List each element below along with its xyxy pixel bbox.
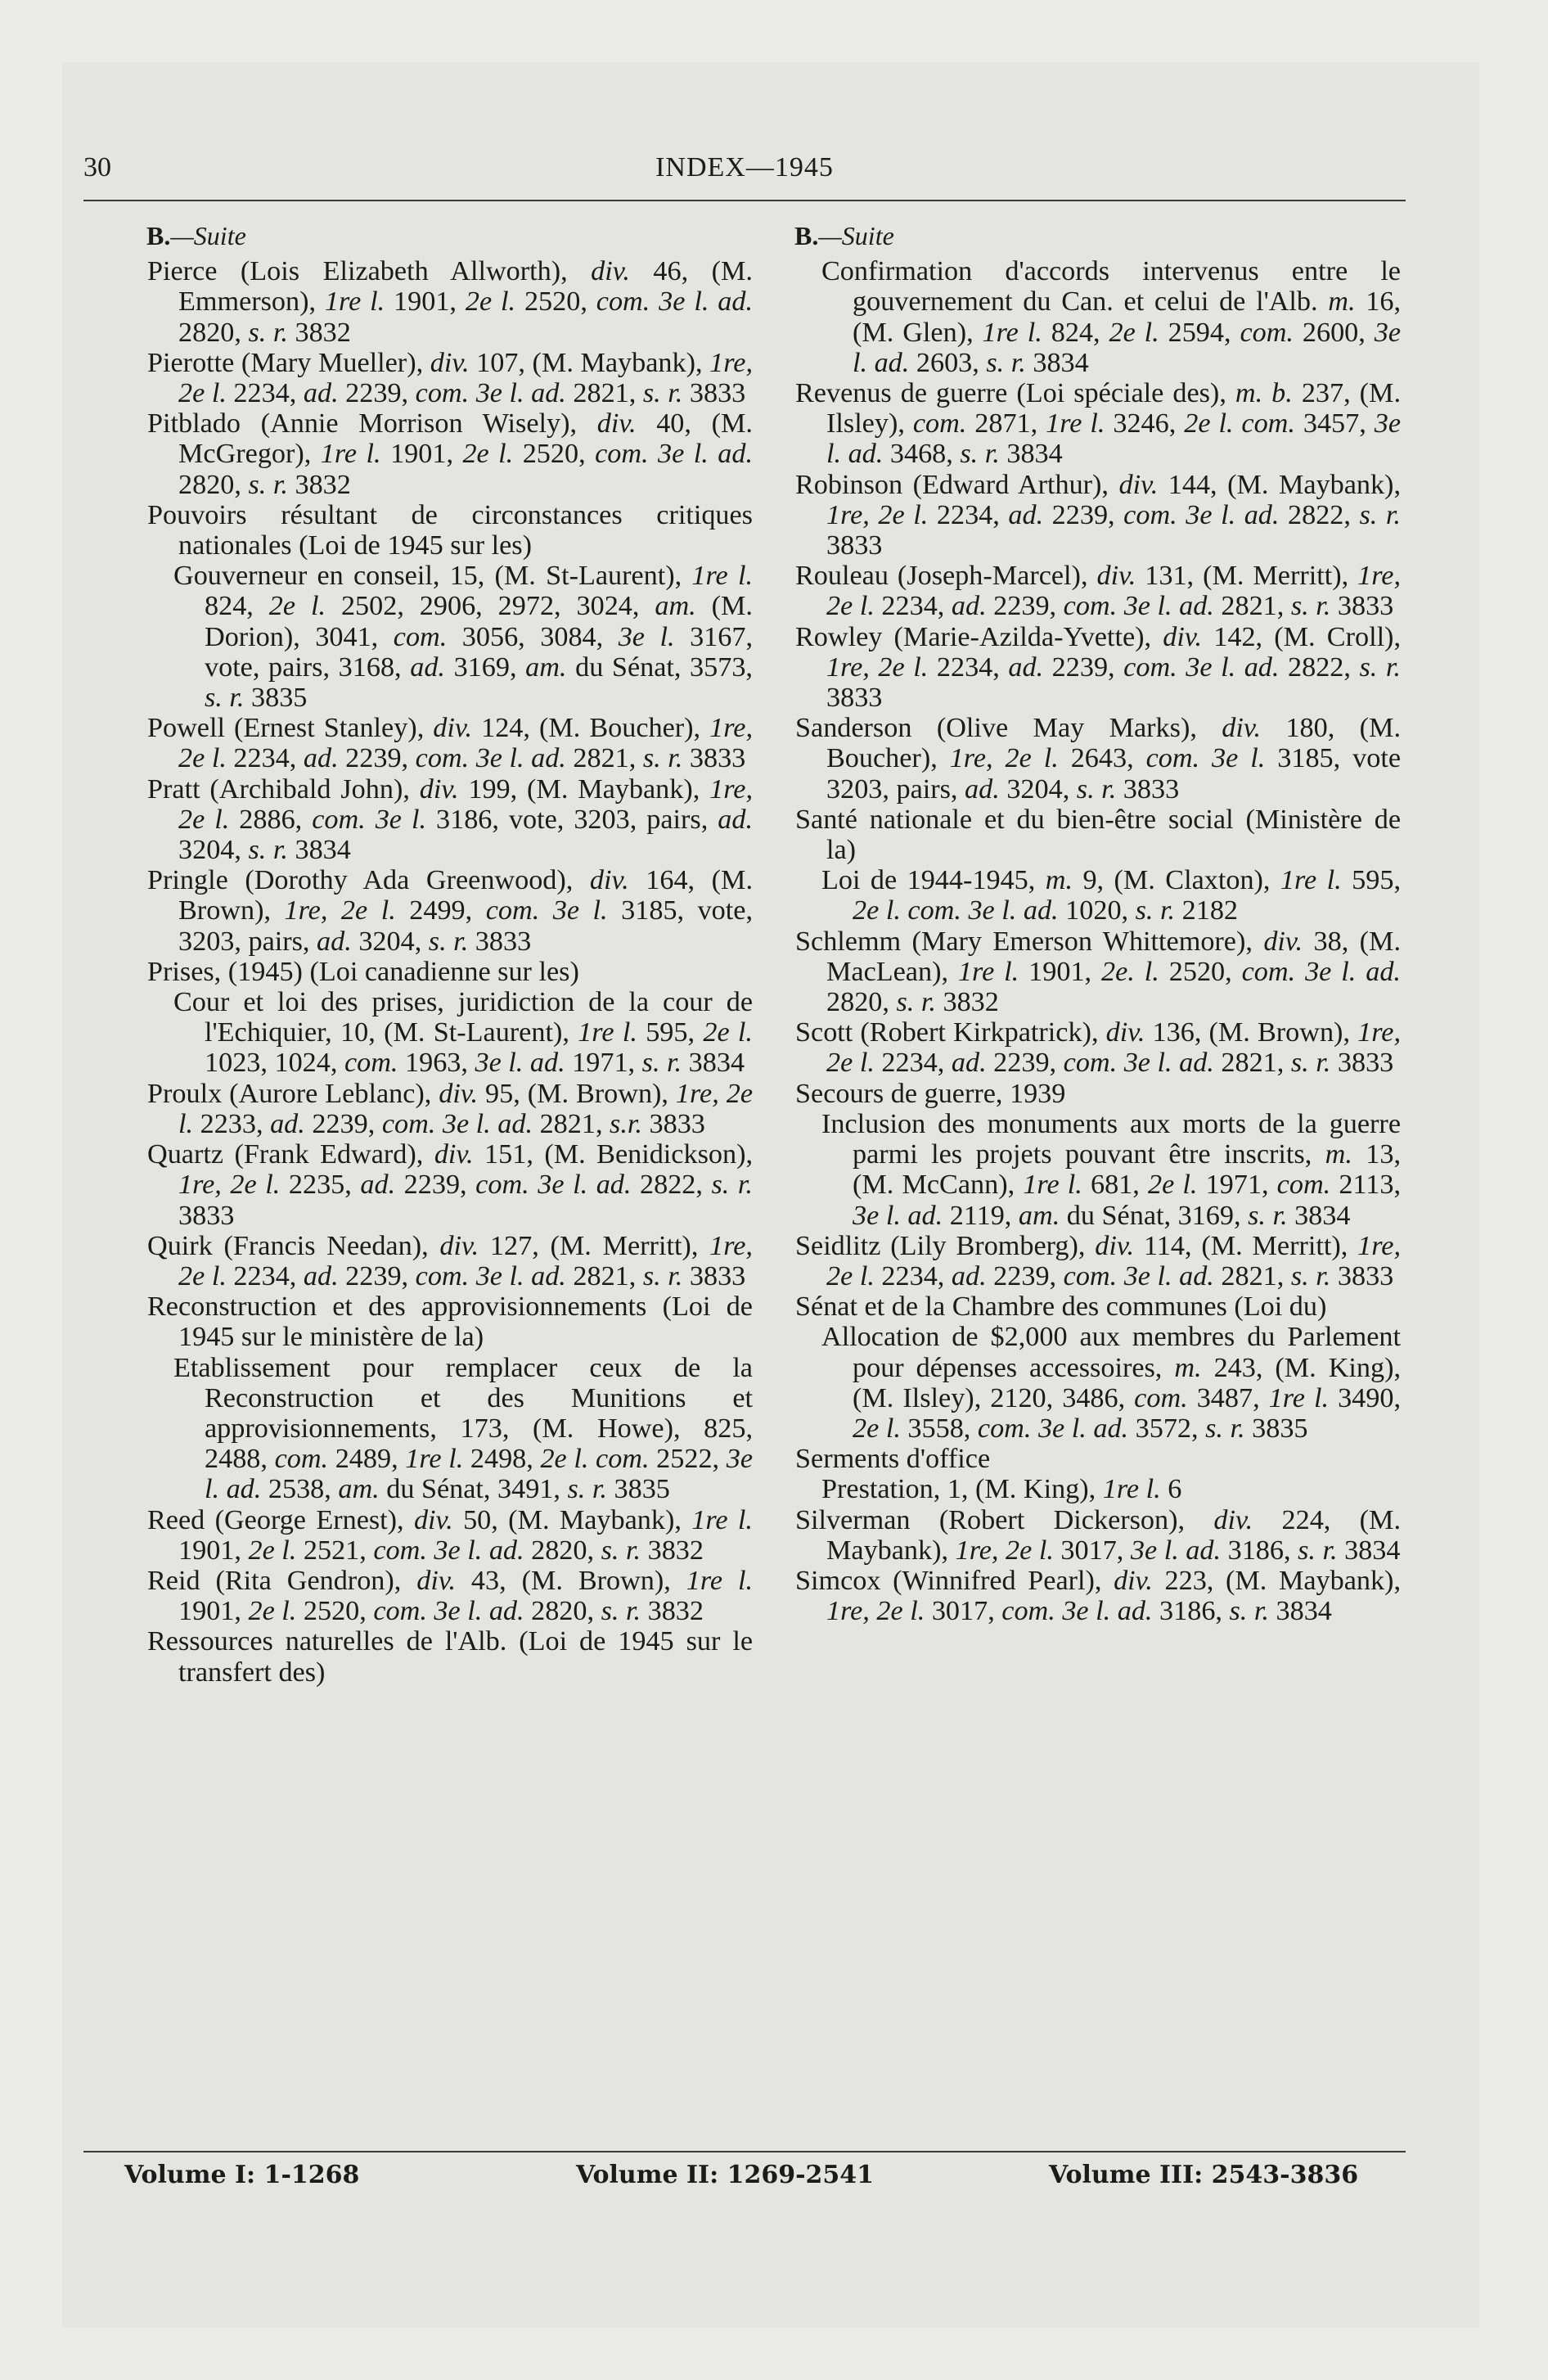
index-entry: Powell (Ernest Stanley), div. 124, (M. Boucher), 1re, 2e l. 2234, ad. 2239, com. 3e l. ad. 2821, s. r. 3833 [147, 713, 753, 774]
index-entry: Ressources naturelles de l'Alb. (Loi de 1945 sur le transfert des) [147, 1626, 753, 1688]
heading-letter: B. [794, 221, 819, 250]
index-entry: Santé nationale et du bien-être social (Ministère de la) [795, 804, 1401, 866]
index-subentry: Inclusion des monuments aux morts de la guerre parmi les projets pouvant être inscrits, m. 13, (M. McCann), 1re l. 681, 2e l. 1971, com. 2113, 3e l. ad. 2119, am. du Sénat, 3169, s. r. 3834 [821, 1108, 1401, 1231]
index-entry: Reconstruction et des approvisionnements (Loi de 1945 sur le ministère de la) [147, 1291, 753, 1353]
running-title: INDEX—1945 [655, 152, 834, 183]
heading-letter: B. [146, 221, 171, 250]
page-number: 30 [83, 152, 111, 183]
index-entry: Serments d'office [795, 1444, 991, 1475]
index-subentry: Prestation, 1, (M. King), 1re l. 6 [821, 1474, 1182, 1505]
index-entry: Robinson (Edward Arthur), div. 144, (M. Maybank), 1re, 2e l. 2234, ad. 2239, com. 3e l. ad. 2822, s. r. 3833 [795, 469, 1401, 561]
index-entry: Rouleau (Joseph-Marcel), div. 131, (M. Merritt), 1re, 2e l. 2234, ad. 2239, com. 3e l. ad. 2821, s. r. 3833 [795, 561, 1401, 622]
index-subentry: Etablissement pour remplacer ceux de la Reconstruction et des Munitions et approvisionnements, 173, (M. Howe), 825, 2488, com. 2489, 1re l. 2498, 2e l. com. 2522, 3e l. ad. 2538, am. du Sénat, 3491, s. r. 3835 [173, 1352, 753, 1505]
footer-rule [83, 2151, 1406, 2152]
index-entry: Sénat et de la Chambre des communes (Loi du) [795, 1291, 1327, 1323]
index-subentry: Cour et loi des prises, juridiction de la cour de l'Echiquier, 10, (M. St-Laurent), 1re l. 595, 2e l. 1023, 1024, com. 1963, 3e l. ad. 1971, s. r. 3834 [173, 987, 753, 1079]
index-entry: Reid (Rita Gendron), div. 43, (M. Brown), 1re l. 1901, 2e l. 2520, com. 3e l. ad. 2820, s. r. 3832 [147, 1565, 753, 1627]
index-entry: Reed (George Ernest), div. 50, (M. Maybank), 1re l. 1901, 2e l. 2521, com. 3e l. ad. 2820, s. r. 3832 [147, 1504, 753, 1566]
index-entry: Pouvoirs résultant de circonstances critiques nationales (Loi de 1945 sur les) [147, 499, 753, 561]
index-entry: Scott (Robert Kirkpatrick), div. 136, (M. Brown), 1re, 2e l. 2234, ad. 2239, com. 3e l. ad. 2821, s. r. 3833 [795, 1017, 1401, 1079]
index-subentry: Confirmation d'accords intervenus entre le gouvernement du Can. et celui de l'Alb. m. 16, (M. Glen), 1re l. 824, 2e l. 2594, com. 2600, 3e l. ad. 2603, s. r. 3834 [821, 256, 1402, 378]
index-entry: Pitblado (Annie Morrison Wisely), div. 40, (M. McGregor), 1re l. 1901, 2e l. 2520, com. 3e l. ad. 2820, s. r. 3832 [147, 408, 754, 500]
left-column [147, 221, 753, 1688]
index-entry: Quirk (Francis Needan), div. 127, (M. Merritt), 1re, 2e l. 2234, ad. 2239, com. 3e l. ad. 2821, s. r. 3833 [147, 1230, 753, 1291]
footer-volume-2: Volume II: 1269-2541 [576, 2161, 875, 2189]
index-entry: Silverman (Robert Dickerson), div. 224, (M. Maybank), 1re, 2e l. 3017, 3e l. ad. 3186, s. r. 3834 [795, 1504, 1401, 1566]
index-subentry: Gouverneur en conseil, 15, (M. St-Laurent), 1re l. 824, 2e l. 2502, 2906, 2972, 3024, am. (M. Dorion), 3041, com. 3056, 3084, 3e l. 3167, vote, pairs, 3168, ad. 3169, am. du Sénat, 3573, s. r. 3835 [173, 561, 753, 714]
index-entry: Secours de guerre, 1939 [795, 1078, 1066, 1109]
index-entry: Pierce (Lois Elizabeth Allworth), div. 46, (M. Emmerson), 1re l. 1901, 2e l. 2520, com. 3e l. ad. 2820, s. r. 3832 [147, 256, 753, 348]
index-entry: Prises, (1945) (Loi canadienne sur les) [147, 956, 579, 987]
index-entry: Sanderson (Olive May Marks), div. 180, (M. Boucher), 1re, 2e l. 2643, com. 3e l. 3185, vote 3203, pairs, ad. 3204, s. r. 3833 [795, 713, 1401, 805]
index-entry: Schlemm (Mary Emerson Whittemore), div. 38, (M. MacLean), 1re l. 1901, 2e. l. 2520, com. 3e l. ad. 2820, s. r. 3832 [795, 926, 1401, 1018]
header-rule [83, 200, 1406, 201]
index-subentry: Allocation de $2,000 aux membres du Parlement pour dépenses accessoires, m. 243, (M. King), (M. Ilsley), 2120, 3486, com. 3487, 1re l. 3490, 2e l. 3558, com. 3e l. ad. 3572, s. r. 3835 [821, 1322, 1402, 1444]
index-entry: Quartz (Frank Edward), div. 151, (M. Benidickson), 1re, 2e l. 2235, ad. 2239, com. 3e l. ad. 2822, s. r. 3833 [147, 1139, 753, 1231]
index-entry: Seidlitz (Lily Bromberg), div. 114, (M. Merritt), 1re, 2e l. 2234, ad. 2239, com. 3e l. ad. 2821, s. r. 3833 [795, 1230, 1401, 1291]
index-entry: Simcox (Winnifred Pearl), div. 223, (M. Maybank), 1re, 2e l. 3017, com. 3e l. ad. 3186, s. r. 3834 [795, 1565, 1401, 1627]
index-entry: Pringle (Dorothy Ada Greenwood), div. 164, (M. Brown), 1re, 2e l. 2499, com. 3e l. 3185, vote, 3203, pairs, ad. 3204, s. r. 3833 [147, 865, 753, 957]
right-column-heading [794, 221, 1401, 251]
index-subentry: Loi de 1944-1945, m. 9, (M. Claxton), 1re l. 595, 2e l. com. 3e l. ad. 1020, s. r. 2182 [821, 865, 1401, 926]
left-column-heading [146, 221, 753, 251]
index-entry: Proulx (Aurore Leblanc), div. 95, (M. Brown), 1re, 2e l. 2233, ad. 2239, com. 3e l. ad. 2821, s.r. 3833 [147, 1078, 753, 1139]
index-entry: Pratt (Archibald John), div. 199, (M. Maybank), 1re, 2e l. 2886, com. 3e l. 3186, vote, 3203, pairs, ad. 3204, s. r. 3834 [147, 773, 753, 866]
index-entry: Pierotte (Mary Mueller), div. 107, (M. Maybank), 1re, 2e l. 2234, ad. 2239, com. 3e l. ad. 2821, s. r. 3833 [147, 347, 753, 409]
heading-suite: —Suite [170, 221, 246, 250]
right-column [795, 221, 1401, 1626]
index-entry: Revenus de guerre (Loi spéciale des), m. b. 237, (M. Ilsley), com. 2871, 1re l. 3246, 2e l. com. 3457, 3e l. ad. 3468, s. r. 3834 [795, 378, 1402, 470]
page-header [83, 152, 1406, 201]
footer-volume-3: Volume III: 2543-3836 [1049, 2161, 1359, 2189]
footer-volume-1: Volume I: 1-1268 [124, 2161, 360, 2189]
heading-suite: —Suite [818, 221, 894, 250]
index-entry: Rowley (Marie-Azilda-Yvette), div. 142, (M. Croll), 1re, 2e l. 2234, ad. 2239, com. 3e l. ad. 2822, s. r. 3833 [795, 621, 1401, 714]
